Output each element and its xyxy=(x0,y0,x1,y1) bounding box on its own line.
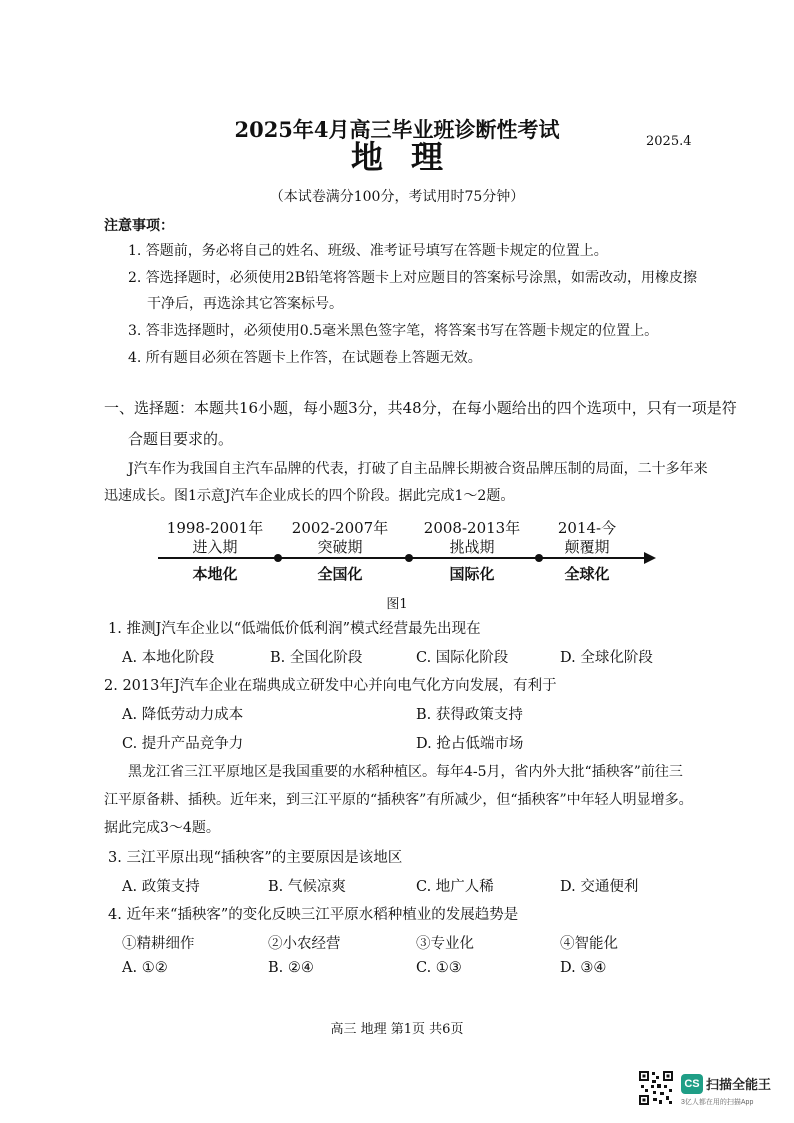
q4-option-c: C. ①③ xyxy=(416,960,462,976)
qr-code-icon xyxy=(638,1070,674,1106)
stage-name: 进入期 xyxy=(192,538,238,556)
section-heading: 一、选择题：本题共16小题，每小题3分，共48分，在每小题给出的四个选项中，只有一项是符 xyxy=(104,399,737,417)
q4-item: ③专业化 xyxy=(416,936,474,952)
stage-name: 突破期 xyxy=(317,538,363,556)
q2-option-b: B. 获得政策支持 xyxy=(416,707,523,723)
q1-option-a: A. 本地化阶段 xyxy=(122,650,215,666)
exam-title: 2025年4月高三毕业班诊断性考试 xyxy=(234,117,560,142)
q3-option-b: B. 气候凉爽 xyxy=(268,879,346,895)
passage-text: 迅速成长。图1示意J汽车企业成长的四个阶段。据此完成1～2题。 xyxy=(104,488,515,504)
figure-caption: 图1 xyxy=(386,597,408,612)
q2-option-c: C. 提升产品竞争力 xyxy=(122,736,244,752)
q4-item: ④智能化 xyxy=(560,936,618,952)
stage-label: 本地化 xyxy=(192,565,238,583)
stage-label: 国际化 xyxy=(449,565,495,583)
stage-label: 全球化 xyxy=(564,565,610,583)
q3-option-a: A. 政策支持 xyxy=(122,879,200,895)
passage-text: 黑龙江省三江平原地区是我国重要的水稻种植区。每年4-5月，省内外大批“插秧客”前往三 xyxy=(128,764,683,780)
q1-option-c: C. 国际化阶段 xyxy=(416,650,509,666)
q4-item: ①精耕细作 xyxy=(122,936,195,952)
q4-option-a: A. ①② xyxy=(122,960,168,976)
note-item: 干净后，再选涂其它答案标号。 xyxy=(147,296,343,312)
camscanner-name: 扫描全能王 xyxy=(706,1077,772,1092)
camscanner-slogan: 3亿人都在用的扫描App xyxy=(681,1099,754,1106)
note-item: 4. 所有题目必须在答题卡上作答，在试题卷上答题无效。 xyxy=(128,350,482,366)
camscanner-logo-icon: CS xyxy=(681,1074,703,1094)
question-1-stem: 1. 推测J汽车企业以“低端低价低利润”模式经营最先出现在 xyxy=(108,621,481,637)
passage-text: 据此完成3～4题。 xyxy=(104,820,220,836)
q2-option-d: D. 抢占低端市场 xyxy=(416,736,524,752)
question-3-stem: 3. 三江平原出现“插秧客”的主要原因是该地区 xyxy=(108,850,403,866)
subject-title: 地理 xyxy=(350,138,471,176)
q3-option-d: D. 交通便利 xyxy=(560,879,639,895)
stage-years: 2008-2013年 xyxy=(423,519,521,537)
stage-name: 颠覆期 xyxy=(564,538,610,556)
figure-1-timeline xyxy=(150,517,660,583)
timeline-axis xyxy=(158,557,648,559)
q4-option-b: B. ②④ xyxy=(268,960,314,976)
note-item: 1. 答题前，务必将自己的姓名、班级、准考证号填写在答题卡规定的位置上。 xyxy=(128,243,608,259)
q1-option-b: B. 全国化阶段 xyxy=(270,650,363,666)
q2-option-a: A. 降低劳动力成本 xyxy=(122,707,244,723)
stage-label: 全国化 xyxy=(317,565,363,583)
stage-years: 2002-2007年 xyxy=(291,519,389,537)
q4-item: ②小农经营 xyxy=(268,936,341,952)
note-item: 3. 答非选择题时，必须使用0.5毫米黑色签字笔，将答案书写在答题卡规定的位置上。 xyxy=(128,323,659,339)
stage-name: 挑战期 xyxy=(449,538,495,556)
note-item: 2. 答选择题时，必须使用2B铅笔将答题卡上对应题目的答案标号涂黑，如需改动，用橡皮擦 xyxy=(128,270,698,286)
q4-option-d: D. ③④ xyxy=(560,960,607,976)
question-4-stem: 4. 近年来“插秧客”的变化反映三江平原水稻种植业的发展趋势是 xyxy=(108,907,519,923)
question-2-stem: 2. 2013年J汽车企业在瑞典成立研发中心并向电气化方向发展，有利于 xyxy=(104,678,557,694)
exam-date: 2025.4 xyxy=(646,134,692,149)
stage-years: 2014-今 xyxy=(557,519,617,537)
passage-text: 江平原备耕、插秧。近年来，到三江平原的“插秧客”有所减少，但“插秧客”中年轻人明显增多。 xyxy=(104,792,693,808)
stage-years: 1998-2001年 xyxy=(166,519,264,537)
q3-option-c: C. 地广人稀 xyxy=(416,879,494,895)
exam-info: （本试卷满分100分，考试用时75分钟） xyxy=(269,189,525,205)
passage-text: J汽车作为我国自主汽车品牌的代表，打破了自主品牌长期被合资品牌压制的局面，二十多年来 xyxy=(128,461,708,477)
page-footer: 高三 地理 第1页 共6页 xyxy=(330,1022,464,1037)
notes-title: 注意事项： xyxy=(104,218,174,234)
section-heading-cont: 合题目要求的。 xyxy=(128,430,234,448)
q1-option-d: D. 全球化阶段 xyxy=(560,650,653,666)
